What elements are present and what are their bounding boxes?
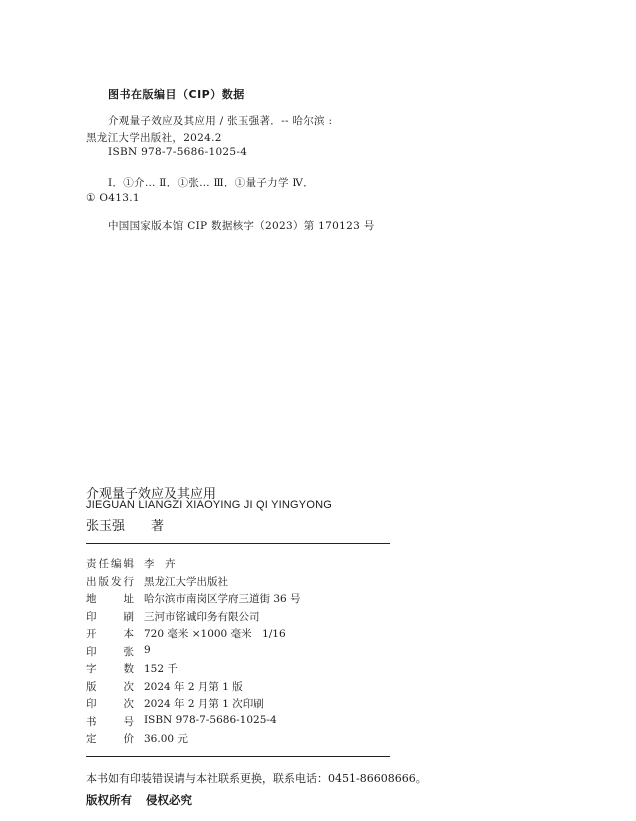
imprint-value: ISBN 978-7-5686-1025-4 [144, 713, 277, 726]
imprint-label-char: 书 [86, 715, 97, 728]
imprint-label-char: 任 [98, 558, 109, 570]
imprint-value: 36.00 元 [144, 733, 188, 745]
bottom-divider [86, 756, 390, 757]
cip-subject-line-1: Ⅰ．①介… Ⅱ．①张… Ⅲ．①量子力学 Ⅳ． [108, 177, 315, 189]
imprint-label-char: 数 [123, 663, 134, 675]
imprint-label-char: 印 [86, 610, 97, 623]
cip-entry-line-2: 黑龙江大学出版社，2024.2 [86, 132, 222, 144]
imprint-label [86, 696, 134, 711]
imprint-label-char: 行 [123, 575, 134, 588]
imprint-label-char: 次 [123, 698, 134, 710]
imprint-label-char: 发 [111, 575, 122, 588]
imprint-label [86, 644, 134, 659]
imprint-label-char: 地 [86, 593, 97, 605]
imprint-label-char: 开 [86, 628, 97, 640]
imprint-label-char: 责 [86, 558, 97, 570]
imprint-label-char: 次 [123, 680, 134, 693]
imprint-label-char: 编 [111, 558, 122, 570]
cip-record-line: 中国国家版本馆 CIP 数据核字（2023）第 170123 号 [108, 220, 375, 232]
author-name: 张玉强 [86, 519, 126, 534]
imprint-value: 黑龙江大学出版社 [144, 575, 228, 588]
cip-entry-line-1: 介观量子效应及其应用 / 张玉强著．-- 哈尔滨 : [108, 115, 333, 127]
infringement-notice: 侵权必究 [146, 793, 192, 807]
imprint-label [86, 731, 134, 746]
imprint-value: 9 [144, 643, 151, 656]
imprint-label [86, 556, 134, 571]
imprint-label-char: 版 [86, 680, 97, 693]
book-title-pinyin: JIEGUAN LIANGZI XIAOYING JI QI YINGYONG [86, 499, 332, 511]
imprint-label [86, 626, 134, 641]
imprint-label [86, 574, 134, 589]
imprint-label-char: 字 [86, 663, 97, 675]
imprint-label-char: 定 [86, 733, 97, 745]
imprint-label-char: 张 [123, 645, 134, 658]
author-role: 著 [151, 519, 165, 534]
imprint-label-char: 价 [123, 733, 134, 745]
imprint-label [86, 661, 134, 676]
imprint-value: 720 毫米 ×1000 毫米 1/16 [144, 628, 286, 640]
imprint-label-char: 印 [86, 698, 97, 710]
rights-reserved: 版权所有 [86, 793, 132, 807]
cip-heading: 图书在版编目（CIP）数据 [108, 88, 245, 101]
imprint-label-char: 刷 [123, 610, 134, 623]
cip-isbn-line: ISBN 978-7-5686-1025-4 [108, 146, 248, 158]
imprint-value: 李 卉 [144, 558, 176, 570]
imprint-label [86, 679, 134, 694]
imprint-value: 三河市铭诚印务有限公司 [144, 610, 260, 623]
imprint-label [86, 714, 134, 729]
imprint-value: 152 千 [144, 663, 178, 675]
replacement-notice: 本书如有印装错误请与本社联系更换，联系电话：0451-86608666。 [86, 772, 427, 785]
imprint-label-char: 号 [123, 715, 134, 728]
book-author [86, 515, 164, 534]
imprint-label-char: 辑 [123, 558, 134, 570]
imprint-label-char: 本 [123, 628, 134, 640]
cip-subject-line-2: ① O413.1 [86, 192, 140, 204]
imprint-label [86, 591, 134, 606]
imprint-value: 2024 年 2 月第 1 版 [144, 680, 243, 693]
imprint-label-char: 出 [86, 575, 97, 588]
imprint-label [86, 609, 134, 624]
book-title: 介观量子效应及其应用 [86, 487, 217, 502]
imprint-label-char: 版 [98, 575, 109, 588]
imprint-value: 哈尔滨市南岗区学府三道街 36 号 [144, 593, 301, 605]
imprint-value: 2024 年 2 月第 1 次印刷 [144, 698, 264, 710]
top-divider [86, 543, 390, 544]
imprint-label-char: 印 [86, 645, 97, 658]
copyright-notice [86, 792, 192, 808]
imprint-label-char: 址 [123, 593, 134, 605]
